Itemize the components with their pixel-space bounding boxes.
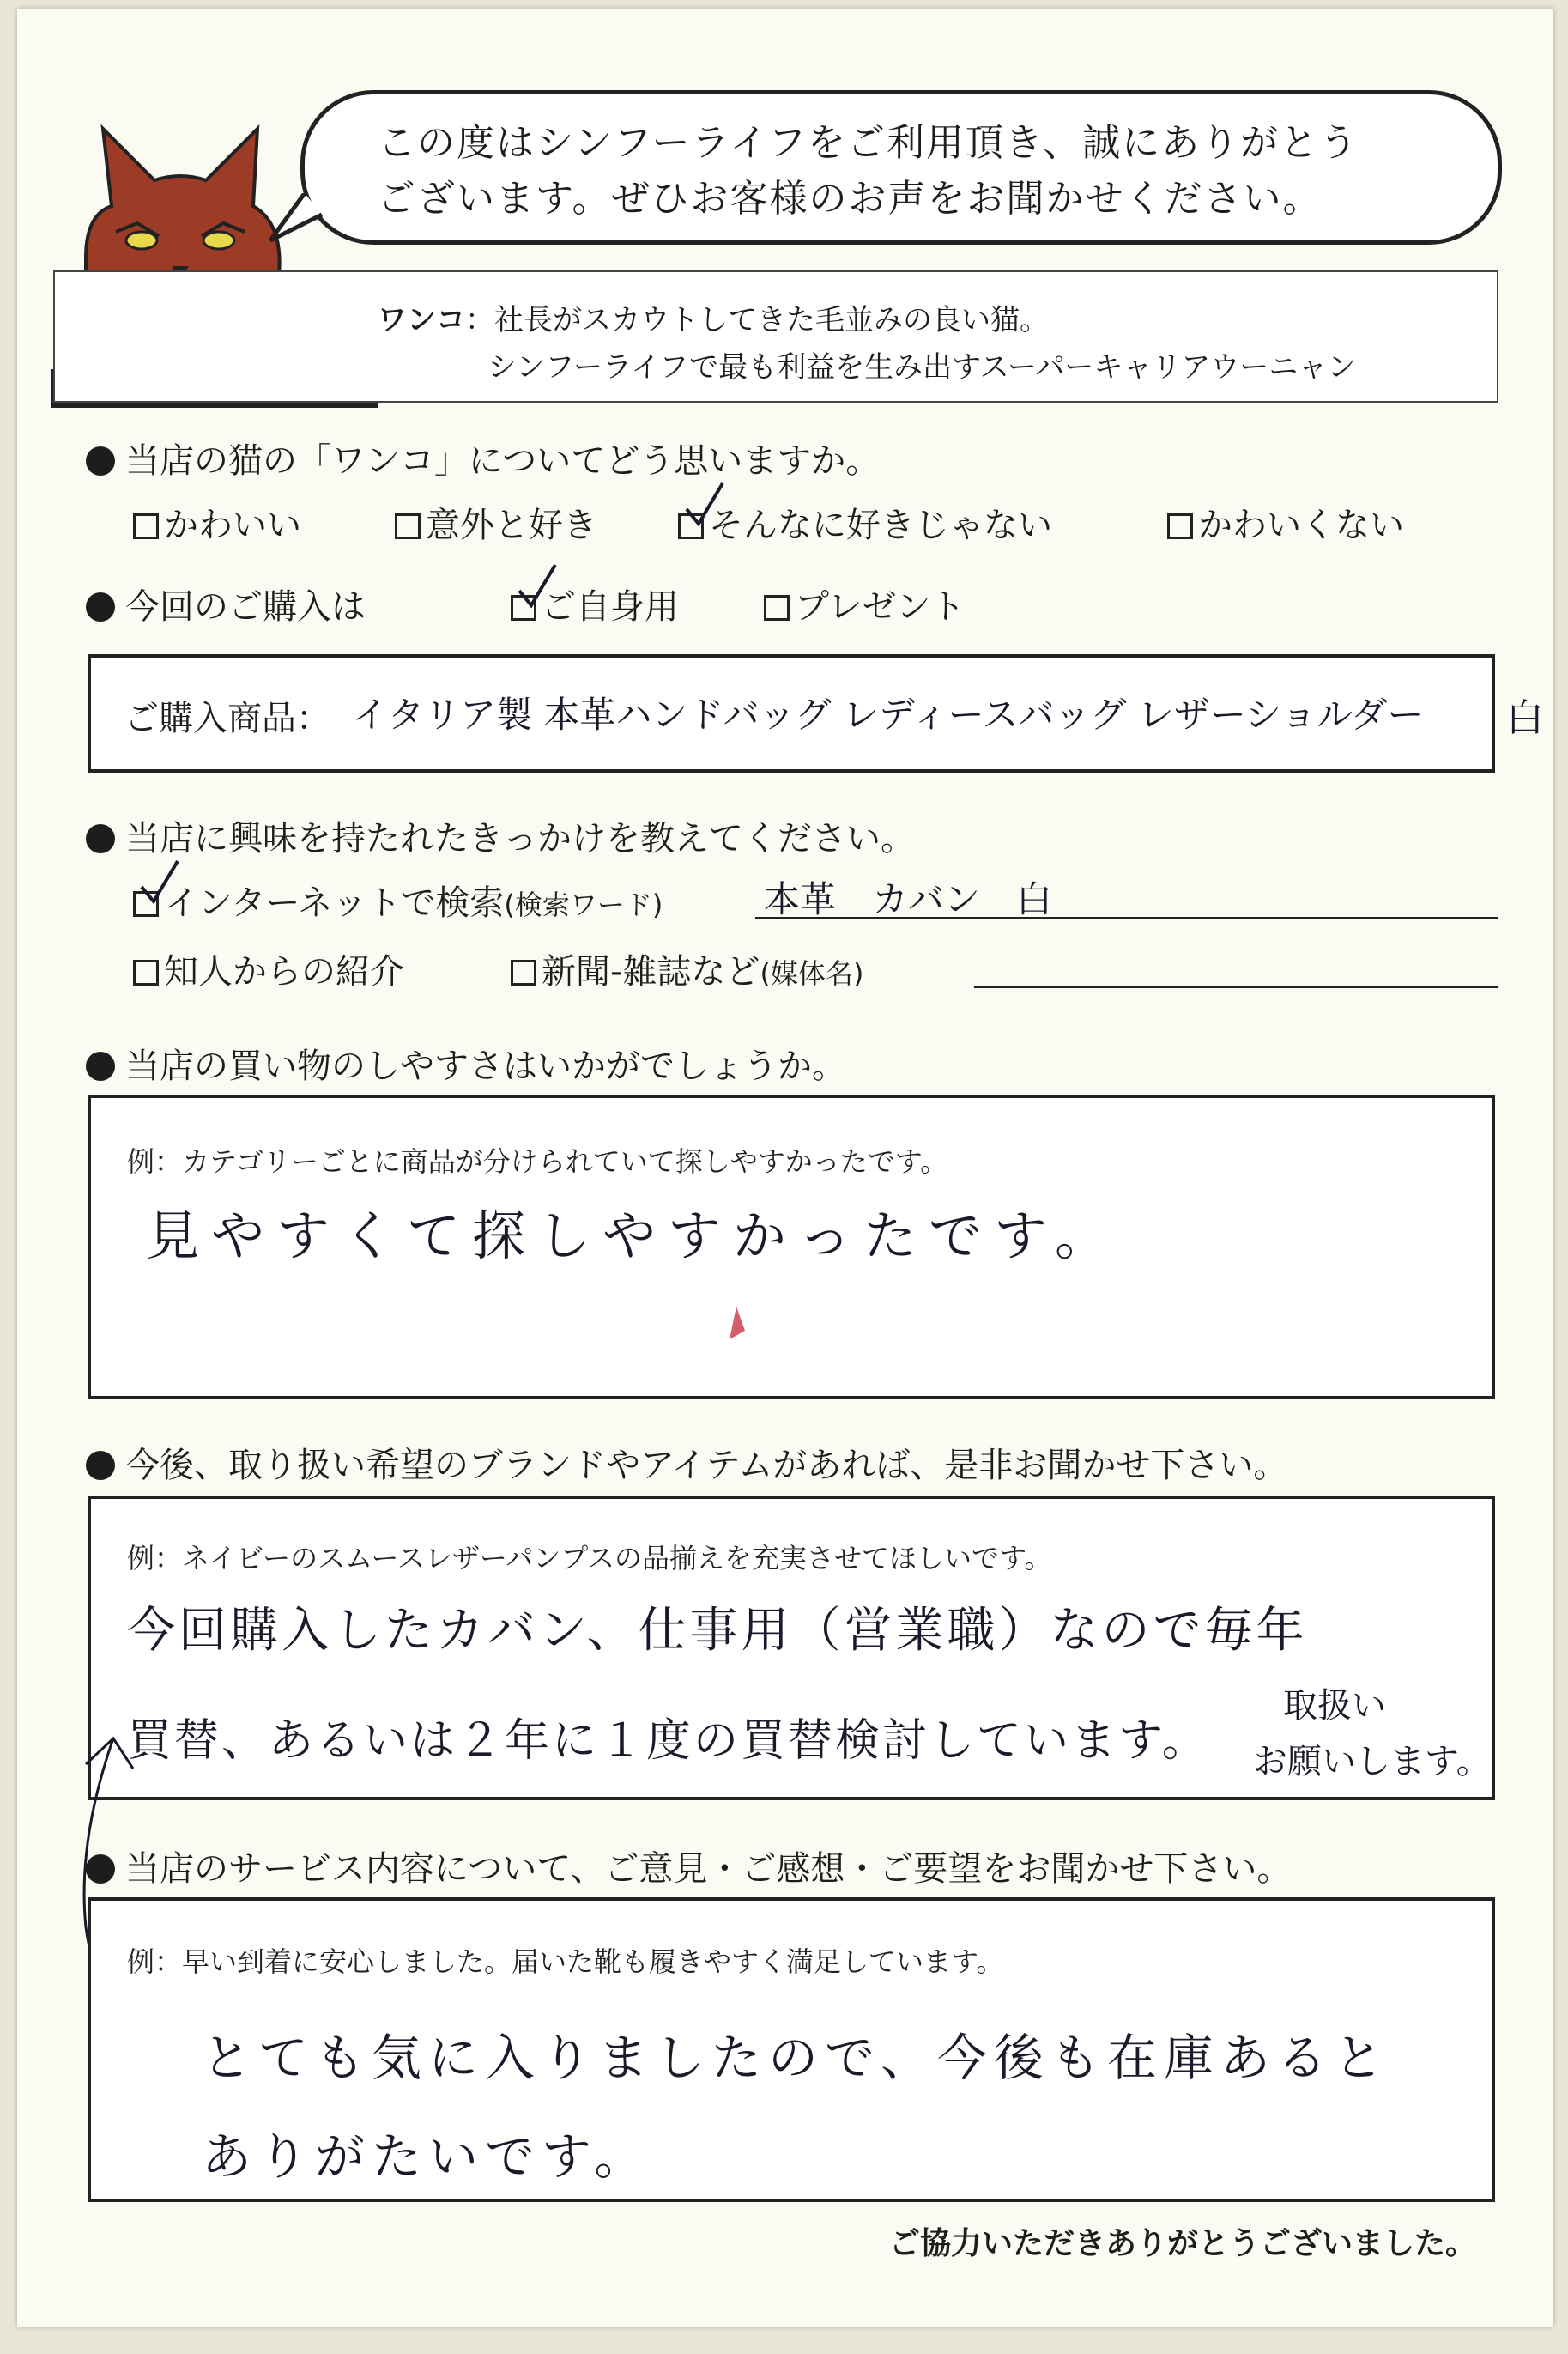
q6-handwritten-line-2: ありがたいです。 (202, 2127, 651, 2186)
check-mark-icon (512, 561, 564, 612)
checkbox[interactable] (133, 513, 159, 539)
q1-option-kawaikunai[interactable]: かわいくない (1167, 498, 1404, 547)
q6-handwritten-line-1: とても気に入りましたので、今後も在庫あると (202, 2029, 1390, 2087)
purchase-label: ご購入商品： (124, 699, 330, 738)
question-2: 今回のご購入は (86, 579, 366, 628)
question-5: 今後、取り扱い希望のブランドやアイテムがあれば、是非お聞かせ下さい。 (86, 1438, 1287, 1487)
q3-option-internet-search[interactable]: インターネットで検索(検索ワード) (133, 876, 663, 925)
q4-example: 例：カテゴリーごとに商品が分けられていて探しやすかったです。 (127, 1145, 948, 1178)
bullet-dot (86, 446, 115, 476)
q5-example: 例：ネイビーのスムースレザーパンプスの品揃えを充実させてほしいです。 (127, 1542, 1052, 1574)
question-6: 当店のサービス内容について、ご意見・ご感想・ご要望をお聞かせ下さい。 (86, 1841, 1291, 1890)
purchase-color-note: 白 (1506, 696, 1544, 740)
q1-option-igai-to-suki[interactable]: 意外と好き (395, 498, 597, 547)
media-name-underline (974, 986, 1498, 988)
bullet-dot (86, 824, 115, 853)
q2-option-present[interactable]: プレゼント (764, 579, 965, 628)
bullet-dot (86, 1451, 115, 1480)
q5-handwritten-line-1: 今回購入したカバン、仕事用（営業職）なので毎年 (127, 1603, 1308, 1659)
q3-option-media[interactable]: 新聞-雑誌など(媒体名) (511, 944, 863, 993)
mascot-profile-line-1: ワンコ：社長がスカウトしてきた毛並みの良い猫。 (378, 303, 1049, 337)
mascot-name: ワンコ (378, 303, 465, 337)
question-4: 当店の買い物のしやすさはいかがでしょうか。 (86, 1039, 846, 1088)
q3-option-referral[interactable]: 知人からの紹介 (133, 944, 404, 993)
q1-option-kawaii[interactable]: かわいい (133, 498, 301, 547)
q5-handwritten-note-2: お願いします。 (1253, 1742, 1491, 1781)
purchase-handwritten: イタリア製 本革ハンドバッグ レディースバッグ レザーショルダー (352, 694, 1424, 736)
q3-search-word-answer: 本革 カバン 白 (764, 878, 1053, 920)
mascot-profile-line-2: シンフーライフで最も利益を生み出すスーパーキャリアウーニャン (487, 350, 1357, 385)
check-mark-icon (680, 479, 731, 531)
q1-option-sonnani-suki-janai[interactable]: そんなに好きじゃない (678, 498, 1052, 547)
q5-handwritten-line-2: 買替、あるいは２年に１度の買替検討しています。 (127, 1715, 1209, 1767)
checkbox[interactable] (1167, 513, 1193, 539)
bullet-dot (86, 1854, 115, 1884)
q6-example: 例：早い到着に安心しました。届いた靴も履きやすく満足しています。 (127, 1945, 1004, 1978)
red-ink-mark (721, 1296, 755, 1348)
thank-you-footer: ご協力いただきありがとうございました。 (888, 2226, 1476, 2261)
search-word-underline (755, 917, 1498, 919)
survey-card (17, 9, 1553, 2327)
question-1: 当店の猫の「ワンコ」についてどう思いますか。 (86, 434, 880, 482)
q2-option-gojishin-you[interactable]: ご自身用 (511, 579, 679, 628)
greeting-line-1: この度はシンフーライフをご利用頂き、誠にありがとう (378, 121, 1359, 165)
checkbox[interactable] (511, 960, 536, 986)
bullet-dot (86, 592, 115, 622)
question-3: 当店に興味を持たれたきっかけを教えてください。 (86, 811, 915, 860)
q5-handwritten-note-1: 取扱い (1283, 1686, 1386, 1726)
bubble-tail (266, 193, 326, 245)
checkbox[interactable] (133, 960, 159, 986)
checkbox[interactable] (395, 513, 421, 539)
checkbox[interactable] (764, 595, 790, 621)
q4-handwritten-answer: 見やすくて探しやすかったです。 (146, 1204, 1121, 1267)
check-mark-icon (135, 857, 186, 908)
bullet-dot (86, 1052, 115, 1081)
greeting-line-2: ございます。ぜひお客様のお声をお聞かせください。 (378, 177, 1323, 221)
